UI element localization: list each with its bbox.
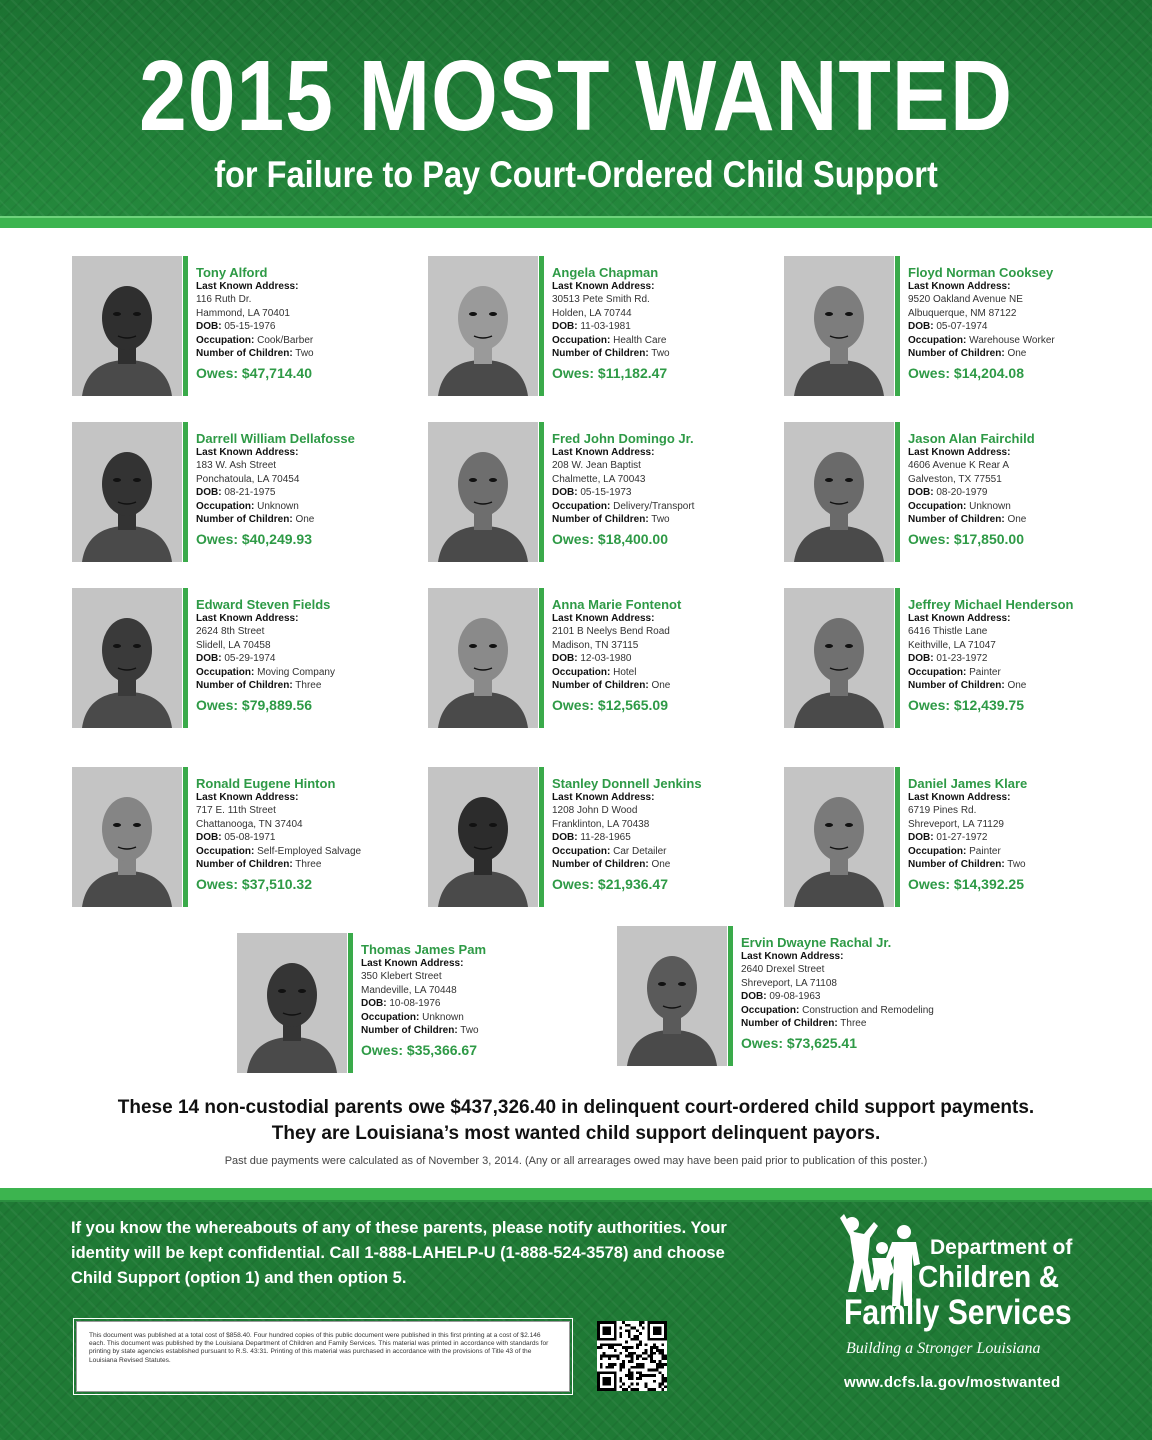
person-name: Stanley Donnell Jenkins xyxy=(552,776,702,791)
occupation-label: Occupation: xyxy=(741,1004,800,1016)
green-accent-bar xyxy=(895,767,900,907)
person-info xyxy=(196,431,416,547)
owes-value: $12,565.09 xyxy=(597,697,668,714)
person-card xyxy=(237,933,577,1073)
dob-row xyxy=(908,652,1128,665)
person-info xyxy=(196,776,416,892)
occupation-value: Cook/Barber xyxy=(257,334,314,346)
dcfs-logo xyxy=(838,1214,1088,1374)
amount-owed xyxy=(552,697,772,713)
address-line-2: Albuquerque, NM 87122 xyxy=(908,307,1017,319)
occupation-value: Delivery/Transport xyxy=(613,500,695,512)
children-value: One xyxy=(295,514,315,526)
dob-value: 08-21-1975 xyxy=(224,487,276,499)
amount-owed xyxy=(908,531,1128,547)
owes-label: Owes: xyxy=(552,365,595,382)
website-link[interactable]: www.dcfs.la.gov/mostwanted xyxy=(844,1374,1061,1391)
occupation-value: Moving Company xyxy=(257,666,335,678)
address-label: Last Known Address: xyxy=(196,281,299,292)
children-value: One xyxy=(1007,514,1027,526)
occupation-label: Occupation: xyxy=(908,334,967,346)
children-label: Number of Children: xyxy=(552,348,649,360)
green-accent-bar xyxy=(183,588,188,728)
person-name: Floyd Norman Cooksey xyxy=(908,265,1054,280)
person-card xyxy=(784,422,1124,562)
children-value: Two xyxy=(460,1025,479,1037)
person-name: Jason Alan Fairchild xyxy=(908,431,1035,446)
children-label: Number of Children: xyxy=(908,514,1005,526)
amount-owed xyxy=(741,1035,961,1051)
children-row xyxy=(196,347,416,360)
qr-code-icon[interactable] xyxy=(597,1321,667,1391)
children-label: Number of Children: xyxy=(552,514,649,526)
occupation-row xyxy=(908,500,1128,513)
mugshot-photo xyxy=(784,256,894,396)
children-label: Number of Children: xyxy=(196,514,293,526)
person-card xyxy=(784,588,1124,728)
occupation-row xyxy=(196,845,416,858)
address-line-2: Keithville, LA 71047 xyxy=(908,639,996,651)
dob-value: 01-23-1972 xyxy=(936,653,988,665)
person-card xyxy=(428,588,768,728)
header-stripe xyxy=(0,216,1152,228)
children-label: Number of Children: xyxy=(908,859,1005,871)
occupation-value: Unknown xyxy=(257,500,299,512)
owes-label: Owes: xyxy=(908,876,951,893)
address-label: Last Known Address: xyxy=(196,792,299,803)
green-accent-bar xyxy=(183,767,188,907)
occupation-label: Occupation: xyxy=(908,500,967,512)
address-line-1: 4606 Avenue K Rear A xyxy=(908,460,1010,472)
occupation-row xyxy=(908,334,1128,347)
children-value: Two xyxy=(1007,859,1026,871)
owes-value: $11,182.47 xyxy=(597,365,668,382)
dob-value: 11-28-1965 xyxy=(580,832,631,844)
poster-header xyxy=(0,0,1152,216)
children-label: Number of Children: xyxy=(552,859,649,871)
address-line-1: 350 Klebert Street xyxy=(361,971,442,983)
amount-owed xyxy=(196,697,416,713)
person-name: Angela Chapman xyxy=(552,265,659,280)
person-info xyxy=(908,776,1128,892)
person-card xyxy=(428,422,768,562)
person-info xyxy=(361,942,581,1058)
address-label: Last Known Address: xyxy=(908,613,1011,624)
person-card xyxy=(617,926,957,1066)
dob-label: DOB: xyxy=(908,653,934,665)
occupation-row xyxy=(196,334,416,347)
occupation-label: Occupation: xyxy=(908,845,967,857)
address-label: Last Known Address: xyxy=(908,447,1011,458)
owes-value: $21,936.47 xyxy=(597,876,668,893)
green-accent-bar xyxy=(183,422,188,562)
mugshot-photo xyxy=(784,588,894,728)
children-label: Number of Children: xyxy=(741,1018,838,1030)
person-name: Edward Steven Fields xyxy=(196,597,331,612)
owes-value: $35,366.67 xyxy=(406,1042,477,1059)
dob-value: 05-15-1973 xyxy=(580,487,632,499)
dob-label: DOB: xyxy=(196,653,222,665)
person-info xyxy=(908,431,1128,547)
occupation-value: Health Care xyxy=(613,334,667,346)
occupation-label: Occupation: xyxy=(552,845,611,857)
occupation-row xyxy=(741,1004,961,1017)
occupation-label: Occupation: xyxy=(361,1011,420,1023)
address-label: Last Known Address: xyxy=(196,447,299,458)
children-row xyxy=(552,347,772,360)
person-info xyxy=(908,597,1128,713)
person-name: Ervin Dwayne Rachal Jr. xyxy=(741,935,892,950)
person-name: Thomas James Pam xyxy=(361,942,487,957)
address-line-1: 6719 Pines Rd. xyxy=(908,805,977,817)
owes-value: $12,439.75 xyxy=(953,697,1024,714)
address-line-1: 116 Ruth Dr. xyxy=(196,294,252,306)
dob-label: DOB: xyxy=(552,653,578,665)
green-accent-bar xyxy=(183,256,188,396)
person-card xyxy=(72,767,412,907)
mugshot-photo xyxy=(237,933,347,1073)
dob-row xyxy=(552,320,772,333)
address-label: Last Known Address: xyxy=(741,951,844,962)
children-row xyxy=(552,513,772,526)
children-row xyxy=(196,858,416,871)
children-value: One xyxy=(651,859,671,871)
owes-label: Owes: xyxy=(552,531,595,548)
address-line-2: Galveston, TX 77551 xyxy=(908,473,1002,485)
occupation-value: Car Detailer xyxy=(613,845,667,857)
amount-owed xyxy=(552,876,772,892)
dob-row xyxy=(196,652,416,665)
person-info xyxy=(741,935,961,1051)
children-row xyxy=(552,858,772,871)
address-line-2: Slidell, LA 70458 xyxy=(196,639,271,651)
person-name: Ronald Eugene Hinton xyxy=(196,776,336,791)
occupation-label: Occupation: xyxy=(552,334,611,346)
owes-value: $47,714.40 xyxy=(241,365,312,382)
dob-label: DOB: xyxy=(741,991,767,1003)
person-info xyxy=(196,265,416,381)
calculation-note: Past due payments were calculated as of November 3, 2014. (Any or all arrearages owed may have been paid prior to publication of this poster.) xyxy=(224,1155,928,1167)
person-info xyxy=(196,597,416,713)
dob-row xyxy=(196,486,416,499)
children-value: One xyxy=(651,680,671,692)
occupation-label: Occupation: xyxy=(552,500,611,512)
dob-value: 05-08-1971 xyxy=(224,832,276,844)
dob-value: 05-07-1974 xyxy=(936,321,988,333)
occupation-row xyxy=(196,500,416,513)
contact-instructions: If you know the whereabouts of any of these parents, please notify authorities. Your identity will be kept confidential. Call 1-888-LAHELP-U (1-888-524-3578) and choose Child Support (option 1) and then option 5. xyxy=(71,1219,727,1287)
dob-row xyxy=(196,320,416,333)
dob-label: DOB: xyxy=(552,832,578,844)
dob-row xyxy=(552,652,772,665)
address-line-2: Madison, TN 37115 xyxy=(552,639,639,651)
amount-owed xyxy=(196,876,416,892)
owes-label: Owes: xyxy=(552,876,595,893)
dob-row xyxy=(552,831,772,844)
mugshot-photo xyxy=(784,767,894,907)
green-accent-bar xyxy=(539,767,544,907)
dob-value: 05-29-1974 xyxy=(224,653,276,665)
person-name: Fred John Domingo Jr. xyxy=(552,431,694,446)
children-label: Number of Children: xyxy=(552,680,649,692)
owes-value: $17,850.00 xyxy=(953,531,1024,548)
owes-label: Owes: xyxy=(741,1035,784,1052)
dob-value: 09-08-1963 xyxy=(769,991,821,1003)
children-row xyxy=(196,679,416,692)
address-label: Last Known Address: xyxy=(361,958,464,969)
address-line-1: 6416 Thistle Lane xyxy=(908,626,988,638)
children-value: Two xyxy=(295,348,314,360)
address-line-2: Hammond, LA 70401 xyxy=(196,307,290,319)
dob-label: DOB: xyxy=(552,487,578,499)
address-line-2: Ponchatoula, LA 70454 xyxy=(196,473,300,485)
logo-tagline: Building a Stronger Louisiana xyxy=(846,1340,1041,1357)
person-info xyxy=(552,597,772,713)
amount-owed xyxy=(908,697,1128,713)
amount-owed xyxy=(908,365,1128,381)
green-accent-bar xyxy=(539,588,544,728)
children-value: Two xyxy=(651,514,670,526)
dob-value: 05-15-1976 xyxy=(224,321,276,333)
publication-disclaimer: This document was published at a total cost of $858.40. Four hundred copies of this public document were published in this first printing at a cost of $2.146 each. This document was published by the Louisiana Department of Children and Family Services. This material was printed in accordance with standards for printing by state agencies established pursuant to R.S. 43:31. Printing of this material was purchased in accordance with the provisions of Title 43 of the Louisiana Revised Statutes. xyxy=(76,1321,570,1392)
children-row xyxy=(552,679,772,692)
footer-stripe xyxy=(0,1188,1152,1202)
person-name: Daniel James Klare xyxy=(908,776,1028,791)
mugshot-photo xyxy=(428,767,538,907)
address-line-1: 2640 Drexel Street xyxy=(741,964,825,976)
occupation-value: Self-Employed Salvage xyxy=(257,845,362,857)
owes-label: Owes: xyxy=(196,365,239,382)
occupation-value: Construction and Remodeling xyxy=(802,1004,934,1016)
mugshot-photo xyxy=(72,256,182,396)
mugshot-photo xyxy=(428,588,538,728)
dob-value: 01-27-1972 xyxy=(936,832,988,844)
dob-value: 08-20-1979 xyxy=(936,487,988,499)
address-line-1: 208 W. Jean Baptist xyxy=(552,460,641,472)
occupation-label: Occupation: xyxy=(196,500,255,512)
person-card xyxy=(784,767,1124,907)
address-label: Last Known Address: xyxy=(552,281,655,292)
person-name: Darrell William Dellafosse xyxy=(196,431,355,446)
occupation-label: Occupation: xyxy=(908,666,967,678)
amount-owed xyxy=(552,531,772,547)
children-label: Number of Children: xyxy=(361,1025,458,1037)
mugshot-photo xyxy=(72,422,182,562)
green-accent-bar xyxy=(895,256,900,396)
children-label: Number of Children: xyxy=(196,680,293,692)
occupation-label: Occupation: xyxy=(552,666,611,678)
poster-title: 2015 MOST WANTED xyxy=(139,40,1013,152)
dob-value: 10-08-1976 xyxy=(389,998,441,1010)
occupation-value: Warehouse Worker xyxy=(969,334,1055,346)
children-row xyxy=(361,1024,581,1037)
address-line-2: Holden, LA 70744 xyxy=(552,307,632,319)
dob-row xyxy=(908,831,1128,844)
owes-value: $37,510.32 xyxy=(241,876,312,893)
owes-label: Owes: xyxy=(908,697,951,714)
green-accent-bar xyxy=(728,926,733,1066)
green-accent-bar xyxy=(895,588,900,728)
children-label: Number of Children: xyxy=(908,348,1005,360)
children-row xyxy=(908,513,1128,526)
person-info xyxy=(908,265,1128,381)
address-line-2: Chalmette, LA 70043 xyxy=(552,473,646,485)
mugshot-photo xyxy=(784,422,894,562)
person-info xyxy=(552,431,772,547)
dob-label: DOB: xyxy=(908,321,934,333)
dob-label: DOB: xyxy=(361,998,387,1010)
dob-row xyxy=(196,831,416,844)
address-line-2: Shreveport, LA 71108 xyxy=(741,977,837,989)
occupation-value: Hotel xyxy=(613,666,637,678)
owes-label: Owes: xyxy=(552,697,595,714)
dob-row xyxy=(908,486,1128,499)
dob-label: DOB: xyxy=(196,321,222,333)
children-label: Number of Children: xyxy=(908,680,1005,692)
address-line-2: Mandeville, LA 70448 xyxy=(361,984,457,996)
children-value: One xyxy=(1007,348,1027,360)
address-line-2: Shreveport, LA 71129 xyxy=(908,818,1004,830)
owes-value: $73,625.41 xyxy=(786,1035,857,1052)
address-line-2: Franklinton, LA 70438 xyxy=(552,818,650,830)
logo-line-family-services: Family Services xyxy=(844,1293,1072,1332)
owes-value: $40,249.93 xyxy=(241,531,312,548)
amount-owed xyxy=(196,531,416,547)
amount-owed xyxy=(196,365,416,381)
summary-total: These 14 non-custodial parents owe $437,326.40 in delinquent court-ordered child support payments. xyxy=(117,1097,1035,1118)
person-card xyxy=(428,767,768,907)
dob-label: DOB: xyxy=(196,832,222,844)
person-card xyxy=(72,256,412,396)
owes-label: Owes: xyxy=(908,365,951,382)
occupation-row xyxy=(196,666,416,679)
person-info xyxy=(552,776,772,892)
children-label: Number of Children: xyxy=(196,859,293,871)
owes-label: Owes: xyxy=(908,531,951,548)
mugshot-photo xyxy=(617,926,727,1066)
address-line-1: 1208 John D Wood xyxy=(552,805,638,817)
green-accent-bar xyxy=(348,933,353,1073)
owes-value: $14,204.08 xyxy=(953,365,1024,382)
address-line-1: 9520 Oakland Avenue NE xyxy=(908,294,1023,306)
children-value: Two xyxy=(651,348,670,360)
address-line-1: 2101 B Neelys Bend Road xyxy=(552,626,670,638)
owes-value: $14,392.25 xyxy=(953,876,1024,893)
logo-line-department: Department of xyxy=(930,1236,1073,1259)
owes-label: Owes: xyxy=(196,531,239,548)
dob-label: DOB: xyxy=(552,321,578,333)
person-card xyxy=(72,588,412,728)
occupation-row xyxy=(908,666,1128,679)
owes-label: Owes: xyxy=(361,1042,404,1059)
children-row xyxy=(741,1017,961,1030)
person-card xyxy=(784,256,1124,396)
occupation-value: Painter xyxy=(969,845,1001,857)
address-label: Last Known Address: xyxy=(908,792,1011,803)
dob-label: DOB: xyxy=(196,487,222,499)
address-label: Last Known Address: xyxy=(552,613,655,624)
person-name: Tony Alford xyxy=(196,265,268,280)
person-name: Anna Marie Fontenot xyxy=(552,597,682,612)
owes-label: Owes: xyxy=(196,697,239,714)
mugshot-photo xyxy=(428,256,538,396)
owes-value: $79,889.56 xyxy=(241,697,312,714)
amount-owed xyxy=(552,365,772,381)
address-label: Last Known Address: xyxy=(552,447,655,458)
amount-owed xyxy=(361,1042,581,1058)
green-accent-bar xyxy=(895,422,900,562)
occupation-row xyxy=(552,666,772,679)
occupation-row xyxy=(908,845,1128,858)
summary-statement: They are Louisiana’s most wanted child support delinquent payors. xyxy=(271,1123,881,1144)
owes-label: Owes: xyxy=(196,876,239,893)
children-value: One xyxy=(1007,680,1027,692)
dob-value: 11-03-1981 xyxy=(580,321,631,333)
occupation-value: Unknown xyxy=(422,1011,464,1023)
dob-label: DOB: xyxy=(908,487,934,499)
children-value: Three xyxy=(295,680,322,692)
address-label: Last Known Address: xyxy=(196,613,299,624)
children-row xyxy=(908,858,1128,871)
occupation-value: Painter xyxy=(969,666,1001,678)
occupation-row xyxy=(552,334,772,347)
occupation-label: Occupation: xyxy=(196,334,255,346)
person-info xyxy=(552,265,772,381)
mugshot-photo xyxy=(72,767,182,907)
dob-row xyxy=(908,320,1128,333)
address-line-2: Chattanooga, TN 37404 xyxy=(196,818,303,830)
children-row xyxy=(908,679,1128,692)
mugshot-photo xyxy=(72,588,182,728)
person-name: Jeffrey Michael Henderson xyxy=(908,597,1074,612)
address-line-1: 183 W. Ash Street xyxy=(196,460,277,472)
amount-owed xyxy=(908,876,1128,892)
dob-label: DOB: xyxy=(908,832,934,844)
occupation-value: Unknown xyxy=(969,500,1011,512)
owes-value: $18,400.00 xyxy=(597,531,668,548)
children-row xyxy=(908,347,1128,360)
address-line-1: 717 E. 11th Street xyxy=(196,805,276,817)
children-value: Three xyxy=(295,859,322,871)
occupation-row xyxy=(552,500,772,513)
logo-line-children: Children & xyxy=(918,1259,1060,1294)
occupation-label: Occupation: xyxy=(196,845,255,857)
green-accent-bar xyxy=(539,256,544,396)
address-line-1: 2624 8th Street xyxy=(196,626,265,638)
children-row xyxy=(196,513,416,526)
person-card xyxy=(72,422,412,562)
address-label: Last Known Address: xyxy=(552,792,655,803)
occupation-label: Occupation: xyxy=(196,666,255,678)
occupation-row xyxy=(361,1011,581,1024)
mugshot-photo xyxy=(428,422,538,562)
address-line-1: 30513 Pete Smith Rd. xyxy=(552,294,650,306)
dob-row xyxy=(741,990,961,1003)
children-value: Three xyxy=(840,1018,867,1030)
green-accent-bar xyxy=(539,422,544,562)
person-card xyxy=(428,256,768,396)
dob-value: 12-03-1980 xyxy=(580,653,632,665)
dob-row xyxy=(552,486,772,499)
poster-subtitle: for Failure to Pay Court-Ordered Child Support xyxy=(214,154,938,195)
address-label: Last Known Address: xyxy=(908,281,1011,292)
dob-row xyxy=(361,997,581,1010)
children-label: Number of Children: xyxy=(196,348,293,360)
occupation-row xyxy=(552,845,772,858)
